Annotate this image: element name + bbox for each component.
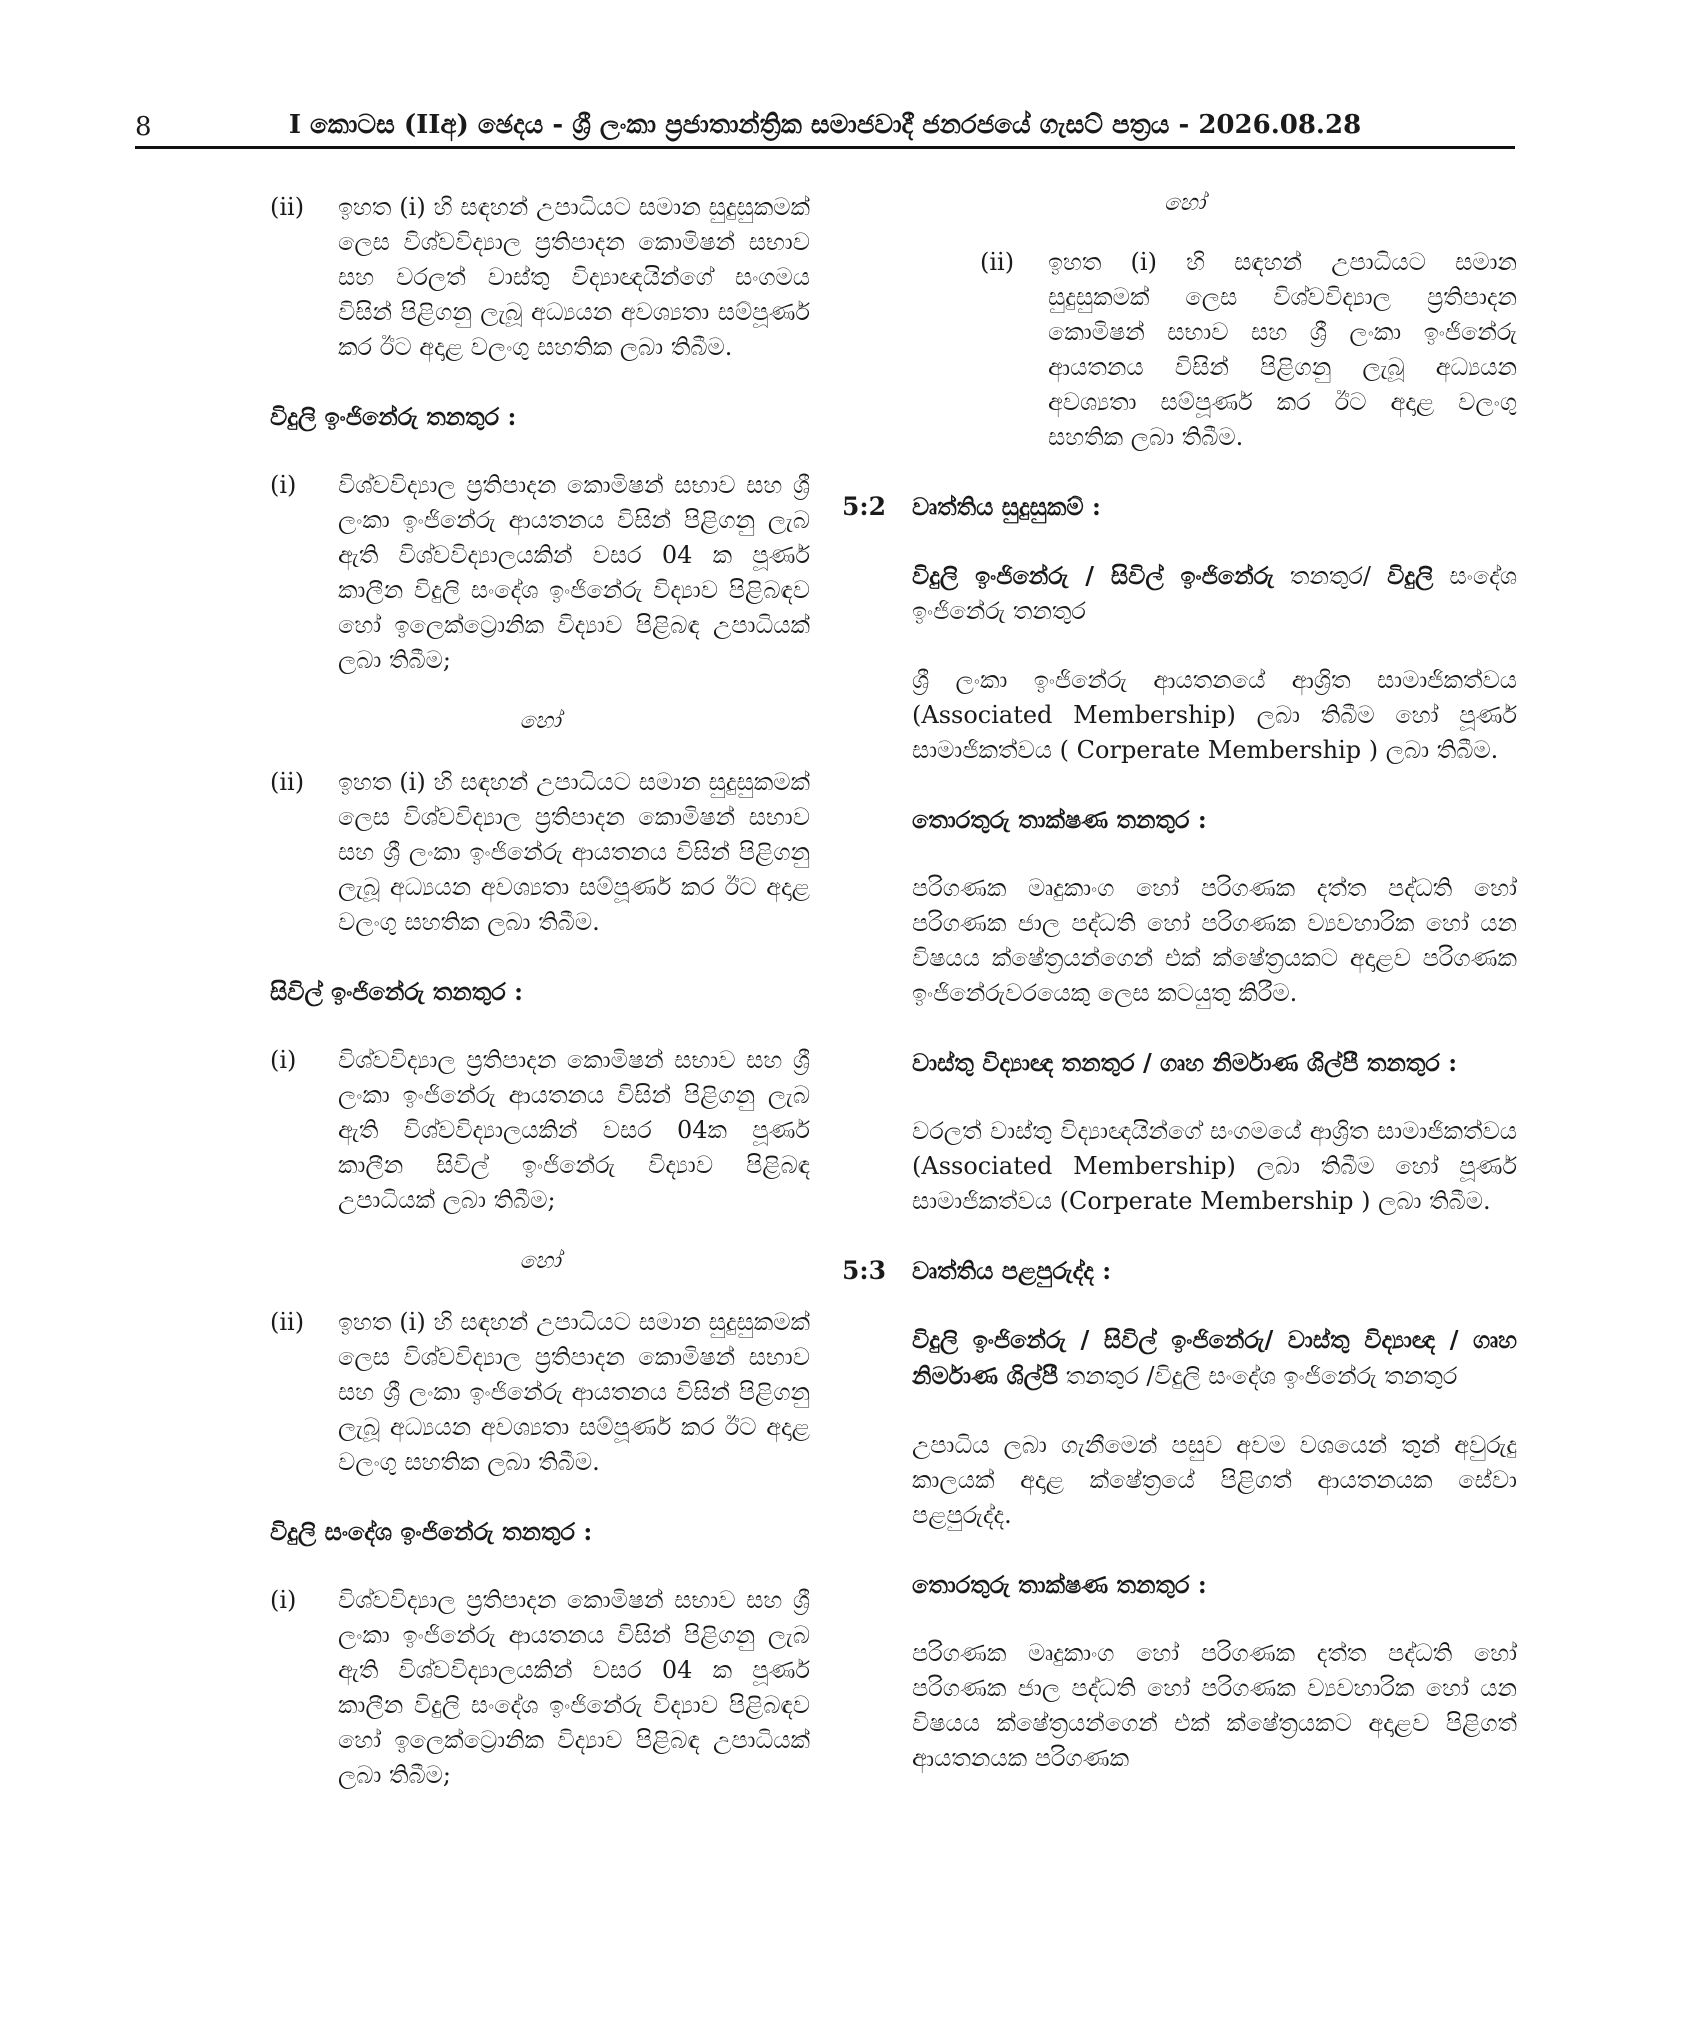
section-heading-electrical: විදුලි ඉංජිනේරු තනතුර : [270, 402, 517, 431]
header-rule [135, 146, 1515, 149]
posts-plain-2: සංදේශ ඉංජිනේරු තනතුර [912, 562, 1517, 625]
section-5-3 [842, 1253, 1517, 1776]
item-text: ඉහත (i) හි සඳහන් උපාධියට සමාන සුදුසුකමක් ලෙස විශ්වවිද්‍යාල ප්‍රතිපාදන කොමිෂන් සභාව සහ වරලත් වාස්තු විද්‍යාඥයින්ගේ සංගමය විසින් පිළිගනු ලැබූ අධ්‍යයන අවශ්‍යතා සම්පූර්ණ කර ඊට අදාළ වලංගු සහතික ලබා තිබීම. [338, 193, 810, 361]
item-number: (i) [270, 471, 297, 499]
posts-plain: තනතුර/ [1273, 562, 1388, 590]
item-number: (ii) [270, 1308, 305, 1336]
item-text: විශ්වවිද්‍යාල ප්‍රතිපාදන කොමිෂන් සභාව සහ ශ්‍රී ලංකා ඉංජිනේරු ආයතනය විසින් පිළිගනු ලැබ ඇති විශ්වවිද්‍යාලයකින් වසර 04ක පූර්ණ කාලීන සිවිල් ඉංජිනේරු විද්‍යාව පිළිබඳ උපාධියක් ලබා තිබීම; [338, 1046, 810, 1214]
subheading-it: තොරතුරු තාක්ෂණ තනතුර : [912, 1570, 1207, 1599]
right-column [842, 186, 1517, 1776]
section-5-2 [842, 489, 1517, 1219]
item-number: (i) [270, 1046, 297, 1074]
left-column [270, 186, 810, 1793]
item-number: (ii) [270, 193, 305, 221]
body-text: පරිගණක මෘදුකාංග හෝ පරිගණක දත්ත පද්ධති හෝ පරිගණක ජාල පද්ධති හෝ පරිගණක ව්‍යවහාරික හෝ යන විෂයය ක්ෂේත්‍රයන්ගෙන් එක් ක්ෂේත්‍රයකට අදාළව පරිගණක ඉංජිනේරුවරයෙකු ලෙස කටයුතු කිරීම. [912, 874, 1517, 1007]
posts-line [912, 1322, 1517, 1394]
section-number: 5:2 [842, 492, 887, 521]
item-text: ඉහත (i) හි සඳහන් උපාධියට සමාන සුදුසුකමක් ලෙස විශ්වවිද්‍යාල ප්‍රතිපාදන කොමිෂන් සභාව සහ ශ්‍රී ලංකා ඉංජිනේරු ආයතනය විසින් පිළිගනු ලැබූ අධ්‍යයන අවශ්‍යතා සම්පූර්ණ කර ඊට අදාළ වලංගු සහතික ලබා තිබීම. [338, 1308, 810, 1476]
gazette-title: I කොටස (IIඅ) ඡෙදය - ශ්‍රී ලංකා ප්‍රජාතාන්ත්‍රික සමාජවාදී ජනරජයේ ගැසට් පත්‍රය - 2026.08.28 [288, 110, 1362, 140]
item-text: විශ්වවිද්‍යාල ප්‍රතිපාදන කොමිෂන් සභාව සහ ශ්‍රී ලංකා ඉංජිනේරු ආයතනය විසින් පිළිගනු ලැබ ඇති විශ්වවිද්‍යාලයකින් වසර 04 ක පූර්ණ කාලීන විදුලි සංදේශ ඉංජිනේරු විද්‍යාව පිළිබඳව හෝ ඉලෙක්ට්‍රොනික විද්‍යාව පිළිබඳ උපාධියක් ලබා තිබීම; [338, 471, 810, 674]
item-text: විශ්වවිද්‍යාල ප්‍රතිපාදන කොමිෂන් සභාව සහ ශ්‍රී ලංකා ඉංජිනේරු ආයතනය විසින් පිළිගනු ලැබ ඇති විශ්වවිද්‍යාලයකින් වසර 04 ක පූර්ණ කාලීන විදුලි සංදේශ ඉංජිනේරු විද්‍යාව පිළිබඳව හෝ ඉලෙක්ට්‍රොනික විද්‍යාව පිළිබඳ උපාධියක් ලබා තිබීම; [338, 1586, 810, 1789]
posts-plain: තනතුර /විදුලි සංදේශ ඉංජිනේරු තනතුර [1058, 1362, 1458, 1390]
posts-bold: විදුලි ඉංජිනේරු / සිවිල් ඉංජිනේරු/ වාස්තු විද්‍යාඥ / ගෘහ නිර්මාණ ශිල්පී [912, 1325, 1517, 1390]
posts-bold: විදුලි ඉංජිනේරු / සිවිල් ඉංජිනේරු [912, 561, 1274, 590]
body-text: ශ්‍රී ලංකා ඉංජිනේරු ආයතනයේ ආශ්‍රිත සාමාජිකත්වය (Associated Membership) ලබා තිබීම හෝ පූර්ණ සාමාජිකත්වය ( Corperate Membership ) ලබා තිබීම. [912, 666, 1517, 764]
list-item [270, 1305, 810, 1480]
section-heading-civil: සිවිල් ඉංජිනේරු තනතුර : [270, 977, 523, 1006]
item-text: ඉහත (i) හි සඳහන් උපාධියට සමාන සුදුසුකමක් ලෙස විශ්වවිද්‍යාල ප්‍රතිපාදන කොමිෂන් සභාව සහ ශ්‍රී ලංකා ඉංජිනේරු ආයතනය විසින් පිළිගනු ලැබූ අධ්‍යයන අවශ්‍යතා සම්පූර්ණ කර ඊට අදාළ වලංගු සහතික ලබා තිබීම. [1048, 248, 1517, 451]
or-separator: හෝ [1163, 190, 1206, 216]
posts-line [912, 558, 1517, 629]
page-header [135, 108, 1515, 148]
list-item [980, 245, 1517, 455]
list-item [270, 765, 810, 940]
section-heading-telecom: විදුලි සංදේශ ඉංජිනේරු තනතුර : [270, 1517, 593, 1546]
item-number: (i) [270, 1586, 297, 1614]
or-separator: හෝ [519, 1248, 561, 1274]
body-text: පරිගණක මෘදුකාංග හෝ පරිගණක දත්ත පද්ධති හෝ පරිගණක ජාල පද්ධති හෝ පරිගණක ව්‍යවහාරික හෝ යන විෂයය ක්ෂේත්‍රයන්ගෙන් එක් ක්ෂේත්‍රයකට අදාළව පිළිගත් ආයතනයක පරිගණක [912, 1639, 1517, 1772]
body-text: වරලත් වාස්තු විද්‍යාඥයින්ගේ සංගමයේ ආශ්‍රිත සාමාජිකත්වය (Associated Membership) ලබා තිබීම හෝ පූර්ණ සාමාජිකත්වය (Corperate Membership ) ලබා තිබීම. [912, 1117, 1517, 1215]
posts-bold-2: විදුලි [1387, 561, 1434, 590]
item-number: (ii) [980, 248, 1015, 276]
section-heading: වෘත්තිය සුදුසුකම් : [912, 492, 1101, 521]
list-item [270, 468, 810, 678]
body-text: උපාධිය ලබා ගැනීමෙන් පසුව අවම වශයෙන් තුන් අවුරුදු කාලයක් අදාළ ක්ෂේත්‍රයේ පිළිගත් ආයතනයක සේවා පළපුරුද්ද. [912, 1431, 1517, 1529]
section-number: 5:3 [842, 1256, 887, 1285]
item-number: (ii) [270, 768, 305, 796]
item-text: ඉහත (i) හි සඳහන් උපාධියට සමාන සුදුසුකමක් ලෙස විශ්වවිද්‍යාල ප්‍රතිපාදන කොමිෂන් සභාව සහ ශ්‍රී ලංකා ඉංජිනේරු ආයතනය විසින් පිළිගනු ලැබූ අධ්‍යයන අවශ්‍යතා සම්පූර්ණ කර ඊට අදාළ වලංගු සහතික ලබා තිබීම. [338, 768, 810, 936]
list-item [270, 190, 810, 365]
subheading-it: තොරතුරු තාක්ෂණ තනතුර : [912, 805, 1207, 834]
list-item [270, 1583, 810, 1793]
list-item [270, 1043, 810, 1218]
section-heading: වෘත්තිය පළපුරුද්ද : [912, 1256, 1112, 1285]
page-number: 8 [135, 112, 152, 142]
subheading-architect: වාස්තු විද්‍යාඥ තනතුර / ගෘහ නිර්මාණ ශිල්පී තනතුර : [912, 1048, 1458, 1077]
or-separator: හෝ [519, 708, 561, 734]
